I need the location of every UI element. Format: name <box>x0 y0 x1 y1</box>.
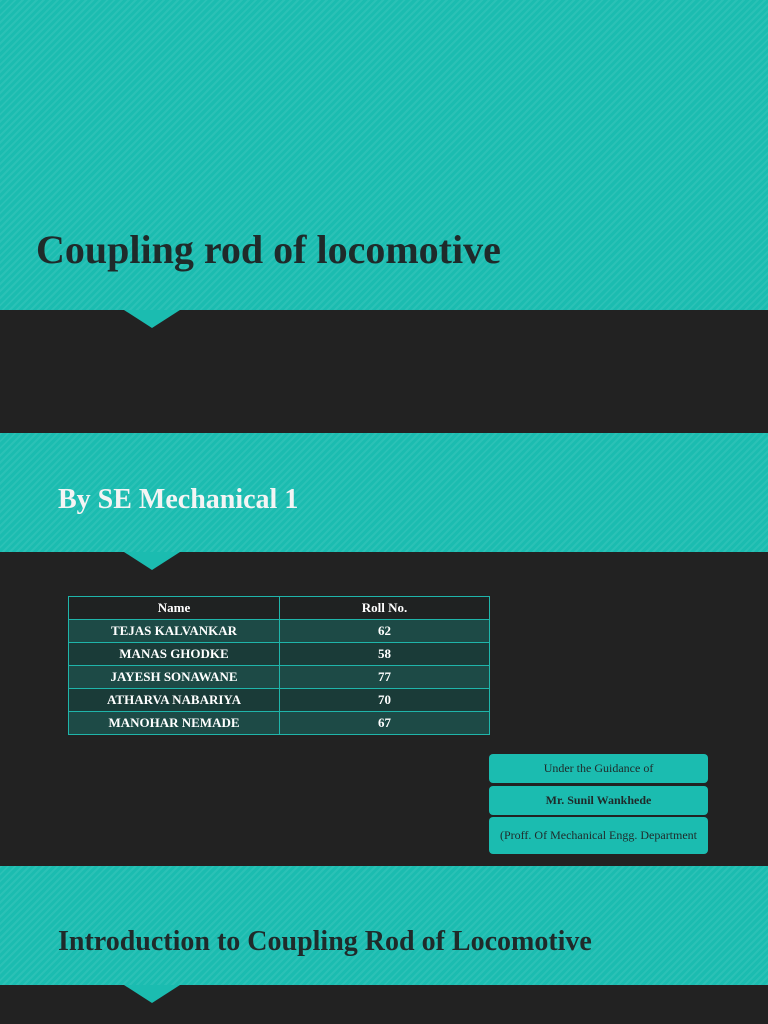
slide-1-notch <box>124 310 180 328</box>
table-cell-name: MANAS GHODKE <box>69 643 280 666</box>
table-row <box>69 689 490 712</box>
table-cell-name: JAYESH SONAWANE <box>69 666 280 689</box>
table-row <box>69 666 490 689</box>
table-cell-roll: 77 <box>280 666 490 689</box>
table-cell-name: ATHARVA NABARIYA <box>69 689 280 712</box>
slide-1-title: Coupling rod of locomotive <box>36 227 501 272</box>
slide-3-notch <box>124 985 180 1003</box>
table-header-name: Name <box>69 597 280 620</box>
table-cell-roll: 58 <box>280 643 490 666</box>
guidance-label: Under the Guidance of <box>489 754 708 783</box>
table-header-row <box>69 597 490 620</box>
table-cell-name: TEJAS KALVANKAR <box>69 620 280 643</box>
slide-2-title: By SE Mechanical 1 <box>58 484 299 515</box>
table-cell-roll: 62 <box>280 620 490 643</box>
table-cell-roll: 70 <box>280 689 490 712</box>
table-cell-name: MANOHAR NEMADE <box>69 712 280 735</box>
table-header-roll: Roll No. <box>280 597 490 620</box>
table-cell-roll: 67 <box>280 712 490 735</box>
table-row <box>69 643 490 666</box>
guide-designation: (Proff. Of Mechanical Engg. Department <box>489 817 708 854</box>
slide-2-notch <box>124 552 180 570</box>
guide-name: Mr. Sunil Wankhede <box>489 786 708 815</box>
student-roll-table <box>68 596 490 735</box>
table-row <box>69 712 490 735</box>
slide-3-title: Introduction to Coupling Rod of Locomotive <box>58 926 592 957</box>
table-row <box>69 620 490 643</box>
